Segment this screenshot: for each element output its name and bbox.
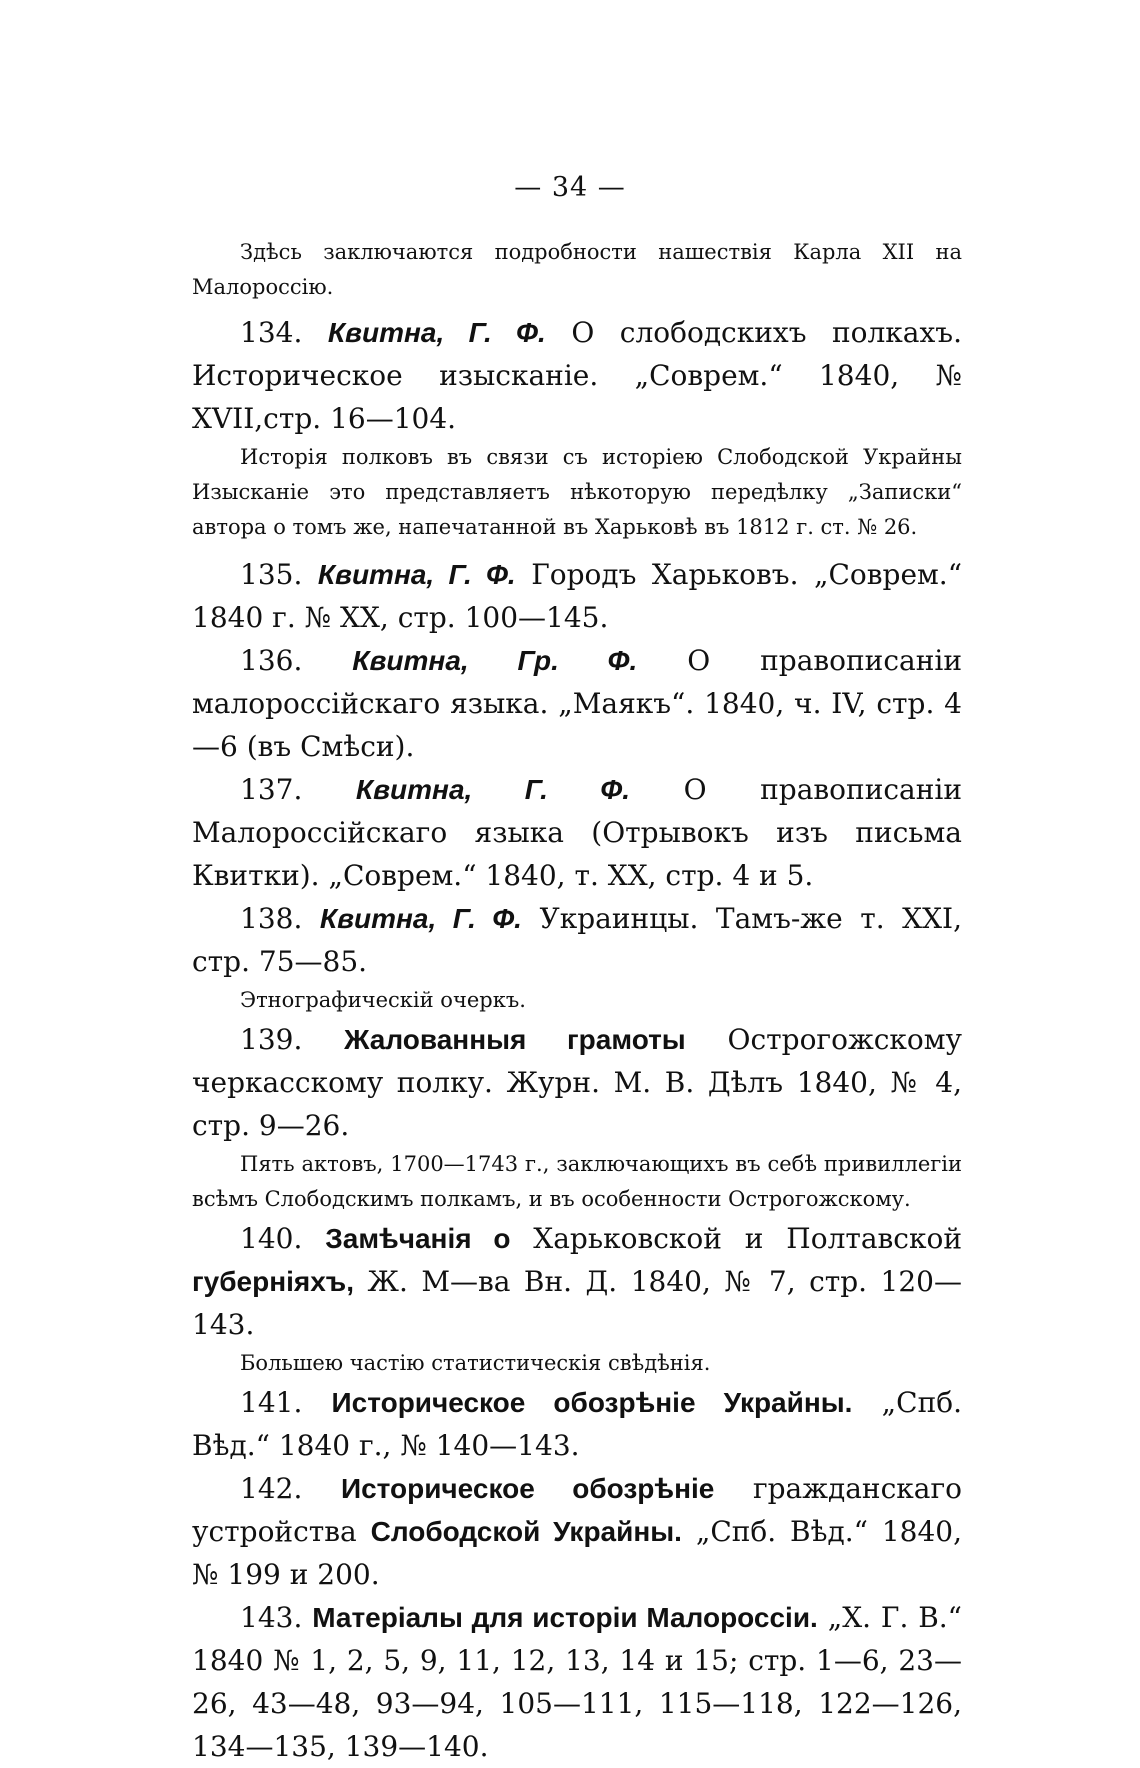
entry-139 [192, 1018, 962, 1147]
entry-author: Квитна, Г. Ф. [317, 559, 516, 590]
entry-text: Харьковской и Полтавской [533, 1222, 963, 1255]
entry-text: О правописаніи Малороссійскаго языка (Отрывокъ изъ письма Квитки). „Соврем.“ 1840, т. XX, стр. 4 и 5. [192, 773, 963, 892]
entry-title-cont: Слободской Украйны. [370, 1516, 682, 1547]
entry-number: 139. [240, 1023, 303, 1056]
entry-text: Острогожскому черкасскому полку. Журн. М. В. Дѣлъ 1840, № 4, стр. 9—26. [192, 1023, 963, 1142]
entry-text: Украинцы. Тамъ-же т. XXI, стр. 75—85. [192, 902, 962, 978]
entry-number: 134. [240, 316, 303, 349]
entry-134 [192, 311, 962, 440]
entry-number: 138. [240, 902, 303, 935]
entry-title: Матеріалы для исторіи Малороссіи. [312, 1602, 818, 1633]
intro-note: Здѣсь заключаются подробности нашествія Карла XII на Малороссію. [192, 240, 962, 299]
entry-text: „Спб. Вѣд.“ 1840 г., № 140—143. [192, 1386, 963, 1462]
entry-author: Квитна, Гр. Ф. [352, 645, 638, 676]
entry-138-note: Этнографическій очеркъ. [240, 988, 526, 1012]
entry-title: Историческое обозрѣніе [340, 1473, 715, 1504]
entry-number: 140. [240, 1222, 303, 1255]
entry-138 [192, 897, 962, 983]
entry-text: О правописаніи малороссійскаго языка. „Маякъ“. 1840, ч. IV, стр. 4—6 (въ Смѣси). [192, 644, 962, 763]
entry-141 [192, 1381, 962, 1467]
entry-title: Замѣчанія о [325, 1223, 511, 1254]
entry-author: Квитна, Г. Ф. [327, 317, 546, 348]
entry-text: О слободскихъ полкахъ. Историческое изысканіе. „Соврем.“ 1840, № XVII,стр. 16—104. [192, 316, 963, 435]
entry-author: Квитна, Г. Ф. [319, 903, 522, 934]
entry-title-cont: губерніяхъ, [192, 1266, 354, 1297]
entry-136 [192, 639, 962, 768]
entry-number: 135. [240, 558, 303, 591]
entry-title: Жалованныя грамоты [344, 1024, 686, 1055]
entry-140-note: Большею частію статистическія свѣдѣнія. [240, 1351, 711, 1375]
entry-number: 143. [240, 1601, 303, 1634]
entry-143 [192, 1596, 962, 1768]
entry-text: гражданскаго устройства [192, 1472, 962, 1548]
entry-author: Квитна, Г. Ф. [355, 774, 631, 805]
entry-title: Историческое обозрѣніе Украйны. [331, 1387, 853, 1418]
entry-number: 141. [240, 1386, 303, 1419]
entry-text-cont: „Спб. Вѣд.“ 1840, № 199 и 200. [192, 1515, 963, 1591]
entry-text-cont: Ж. М—ва Вн. Д. 1840, № 7, стр. 120—143. [192, 1265, 962, 1341]
entry-number: 137. [240, 773, 303, 806]
entry-134-note: Исторія полковъ въ связи съ исторіею Слободской Украйны Изысканіе это представляетъ нѣкоторую передѣлку „Записки“ автора о томъ же, напечатанной въ Харьковѣ въ 1812 г. ст. № 26. [192, 445, 962, 539]
entry-140 [192, 1217, 962, 1346]
entry-139-note: Пять актовъ, 1700—1743 г., заключающихъ въ себѣ привиллегіи всѣмъ Слободскимъ полкамъ, и въ особенности Острогожскому. [192, 1152, 962, 1211]
entry-135 [192, 553, 962, 639]
entry-number: 142. [240, 1472, 303, 1505]
entry-number: 136. [240, 644, 303, 677]
entry-text: Городъ Харьковъ. „Соврем.“ 1840 г. № XX, стр. 100—145. [192, 558, 963, 634]
entry-137 [192, 768, 962, 897]
entry-text: „Х. Г. В.“ 1840 № 1, 2, 5, 9, 11, 12, 13, 14 и 15; стр. 1—6, 23—26, 43—48, 93—94, 105—111, 115—118, 122—126, 134—135, 139—140. [192, 1601, 962, 1763]
page-number: — 34 — [514, 172, 626, 203]
entry-142 [192, 1467, 962, 1596]
page-body [192, 235, 962, 1768]
